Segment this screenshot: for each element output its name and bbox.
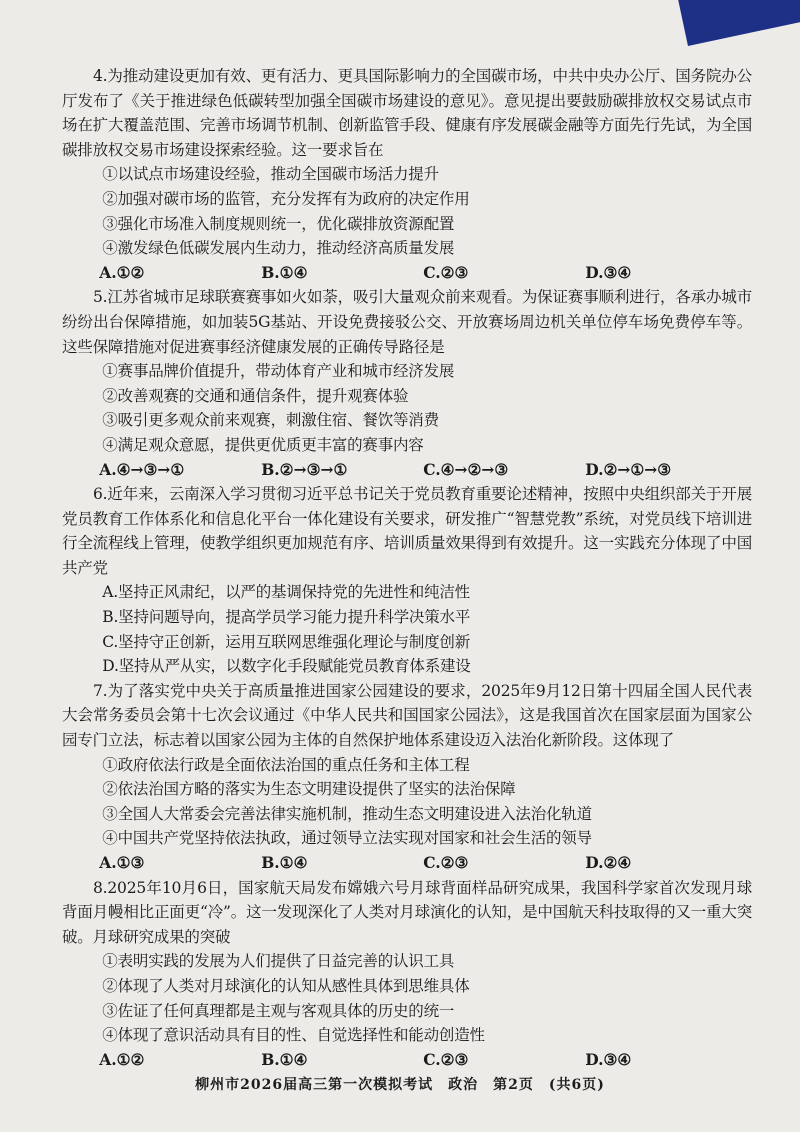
choice-d: D.②→①→③ [585, 459, 672, 479]
question-7 [62, 679, 752, 876]
choice-d: D.②④ [585, 853, 632, 872]
choice-c: C.④→②→③ [423, 459, 509, 479]
option-2: ②依法治国方略的落实为生态文明建设提供了坚实的法治保障 [102, 780, 516, 799]
choice-a: A.①② [99, 262, 145, 282]
answer-choices [62, 851, 752, 876]
option-4: ④中国共产党坚持依法执政，通过领导立法实现对国家和社会生活的领导 [102, 829, 592, 848]
choice-b: B.①④ [261, 1049, 308, 1069]
option-1: ①政府依法行政是全面依法治国的重点任务和主体工程 [102, 755, 470, 774]
option-3: ③全国人大常委会完善法律实施机制，推动生态文明建设进入法治化轨道 [102, 804, 592, 823]
choice-c: C.②③ [423, 1049, 469, 1069]
option-3: ③强化市场准入制度规则统一，优化碳排放资源配置 [102, 214, 455, 233]
question-8 [62, 876, 752, 1073]
page-footer: 柳州市2026届高三第一次模拟考试 政治 第2页 (共6页) [195, 1077, 605, 1093]
choice-a: A.①③ [99, 853, 145, 872]
question-5 [62, 285, 752, 482]
question-4 [62, 64, 752, 285]
choice-b: B.②→③→① [261, 459, 348, 479]
option-c: C.坚持守正创新，运用互联网思维强化理论与制度创新 [102, 632, 471, 651]
choice-d: D.③④ [585, 262, 632, 282]
option-1: ①以试点市场建设经验，推动全国碳市场活力提升 [102, 165, 439, 184]
option-2: ②体现了人类对月球演化的认知从感性具体到思维具体 [102, 976, 470, 995]
option-3: ③吸引更多观众前来观赛，刺激住宿、餐饮等消费 [102, 411, 439, 430]
option-a: A.坚持正风肃纪，以严的基调保持党的先进性和纯洁性 [102, 583, 470, 602]
option-4: ④满足观众意愿，提供更优质更丰富的赛事内容 [102, 435, 424, 454]
option-b: B.坚持问题导向，提高学员学习能力提升科学决策水平 [102, 608, 471, 627]
question-stem: 6.近年来，云南深入学习贯彻习近平总书记关于党员教育重要论述精神，按照中央组织部关于开展党员教育工作体系化和信息化平台一体化建设有关要求，研发推广“智慧党教”系统，对党员线下培训进行全流程线上管理，使教学组织更加规范有序、培训质量效果得到有效提升。这一实践充分体现了中国共产党 [62, 485, 752, 577]
option-1: ①表明实践的发展为人们提供了日益完善的认识工具 [102, 952, 455, 971]
option-4: ④体现了意识活动具有目的性、自觉选择性和能动创造性 [102, 1026, 485, 1045]
question-stem: 4.为推动建设更加有效、更有活力、更具国际影响力的全国碳市场，中共中央办公厅、国务院办公厅发布了《关于推进绿色低碳转型加强全国碳市场建设的意见》。意见提出要鼓励碳排放权交易试点市场在扩大覆盖范围、完善市场调节机制、创新监管手段、健康有序发展碳金融等方面先行先试，为全国碳排放权交易市场建设探索经验。这一要求旨在 [62, 67, 752, 159]
answer-choices [62, 261, 752, 286]
choice-b: B.①④ [261, 262, 308, 282]
question-stem: 8.2025年10月6日，国家航天局发布嫦娥六号月球背面样品研究成果，我国科学家首次发现月球背面月幔相比正面更“冷”。这一发现深化了人类对月球演化的认知，是中国航天科技取得的又一重大突破。月球研究成果的突破 [62, 878, 752, 946]
choice-d: D.③④ [585, 1049, 632, 1069]
answer-choices [62, 458, 752, 483]
option-3: ③佐证了任何真理都是主观与客观具体的历史的统一 [102, 1001, 455, 1020]
question-stem: 7.为了落实党中央关于高质量推进国家公园建设的要求，2025年9月12日第十四届全国人民代表大会常务委员会第十七次会议通过《中华人民共和国国家公园法》，这是我国首次在国家层面为国家公园专门立法，标志着以国家公园为主体的自然保护地体系建设迈入法治化新阶段。这体现了 [62, 681, 752, 750]
option-2: ②改善观赛的交通和通信条件，提升观赛体验 [102, 386, 409, 405]
choice-a: A.④→③→① [99, 459, 185, 479]
answer-choices [62, 1048, 752, 1073]
option-2: ②加强对碳市场的监管，充分发挥有为政府的决定作用 [102, 189, 470, 208]
question-6 [62, 482, 752, 679]
choice-b: B.①④ [261, 853, 308, 872]
scan-corner-mark [676, 0, 800, 46]
choice-c: C.②③ [423, 262, 469, 282]
option-4: ④激发绿色低碳发展内生动力，推动经济高质量发展 [102, 239, 455, 258]
option-1: ①赛事品牌价值提升，带动体育产业和城市经济发展 [102, 362, 455, 381]
choice-c: C.②③ [423, 853, 469, 872]
question-stem: 5.江苏省城市足球联赛赛事如火如荼，吸引大量观众前来观看。为保证赛事顺利进行，各承办城市纷纷出台保障措施，如加装5G基站、开设免费接驳公交、开放赛场周边机关单位停车场免费停车等。这些保障措施对促进赛事经济健康发展的正确传导路径是 [62, 288, 752, 356]
choice-a: A.①② [99, 1049, 145, 1069]
exam-page [62, 64, 752, 1072]
option-d: D.坚持从严从实，以数字化手段赋能党员教育体系建设 [102, 657, 471, 676]
